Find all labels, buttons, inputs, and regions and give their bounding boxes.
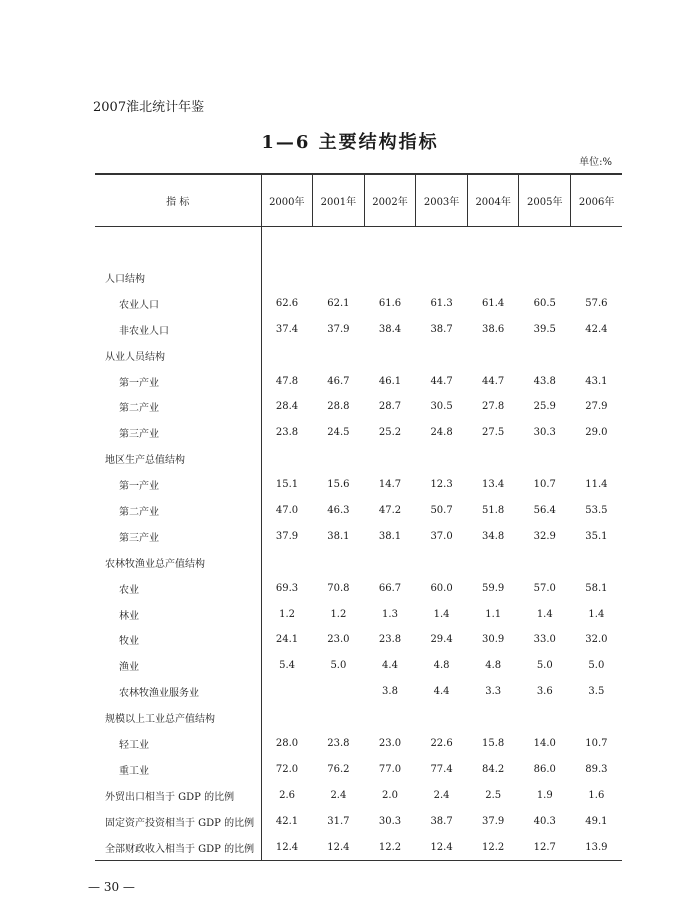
value-cell: 44.7: [482, 375, 505, 387]
value-cell: 62.6: [261, 290, 313, 316]
value-cell: 57.0: [533, 582, 556, 594]
value-cell: 4.8: [433, 660, 450, 672]
value-cell: 30.3: [533, 427, 556, 439]
row-label: 地区生产总值结构: [105, 455, 185, 467]
value-cell: 77.0: [378, 763, 402, 775]
row-label: 第三产业: [119, 532, 159, 544]
value-cell: [261, 549, 313, 575]
value-cell: 37.9: [261, 523, 313, 549]
value-cell: [571, 549, 623, 575]
value-cell: 76.2: [327, 763, 350, 775]
value-cell: [467, 265, 519, 291]
value-cell: 39.5: [533, 323, 556, 335]
value-cell: 5.4: [261, 653, 313, 679]
value-cell: 38.1: [378, 530, 402, 542]
value-cell: [313, 705, 365, 731]
value-cell: [313, 446, 365, 472]
value-cell: 15.8: [482, 737, 505, 749]
value-cell: 37.9: [482, 815, 505, 827]
value-cell: 24.8: [430, 427, 453, 439]
value-cell: 46.3: [327, 504, 350, 516]
table-row: [95, 420, 622, 446]
value-cell: 1.6: [588, 789, 605, 801]
table-header-row: [95, 174, 622, 226]
yearbook-header: 2007淮北统计年鉴: [93, 100, 205, 115]
value-cell: 2.5: [485, 789, 502, 801]
year-column-header: 2000年: [261, 174, 313, 226]
value-cell: 12.4: [327, 841, 350, 853]
value-cell: 27.9: [585, 401, 608, 413]
value-cell: 53.5: [585, 504, 608, 516]
value-cell: 56.4: [533, 504, 556, 516]
value-cell: 32.9: [533, 530, 556, 542]
value-cell: 61.3: [430, 297, 453, 309]
value-cell: 77.4: [430, 763, 453, 775]
value-cell: 29.0: [585, 427, 608, 439]
value-cell: [313, 342, 365, 368]
value-cell: 14.0: [533, 737, 556, 749]
row-label: 农业: [119, 584, 139, 596]
row-label: 农业人口: [119, 299, 159, 311]
table-body: [95, 226, 622, 860]
spacer-cell: [95, 226, 261, 265]
row-label: 人口结构: [105, 273, 145, 285]
value-cell: 61.6: [378, 297, 402, 309]
value-cell: [364, 265, 416, 291]
table-spacer-row: [95, 226, 622, 265]
value-cell: 70.8: [327, 582, 350, 594]
value-cell: 32.0: [585, 634, 608, 646]
value-cell: [313, 679, 365, 705]
value-cell: 1.3: [382, 608, 398, 620]
value-cell: 10.7: [533, 479, 556, 491]
row-label: 非农业人口: [119, 325, 169, 337]
value-cell: 23.0: [327, 634, 350, 646]
value-cell: 42.4: [585, 323, 608, 335]
table-row: [95, 368, 622, 394]
table-row: [95, 601, 622, 627]
value-cell: 11.4: [585, 479, 608, 491]
value-cell: 23.0: [378, 737, 402, 749]
value-cell: [571, 705, 623, 731]
value-cell: [519, 549, 571, 575]
value-cell: [519, 342, 571, 368]
value-cell: 69.3: [261, 575, 313, 601]
value-cell: 1.4: [433, 608, 450, 620]
value-cell: 4.8: [485, 660, 502, 672]
table-row: [95, 575, 622, 601]
table-row: [95, 472, 622, 498]
value-cell: 30.9: [482, 634, 505, 646]
row-label: 第二产业: [119, 506, 159, 518]
value-cell: 12.4: [261, 834, 313, 860]
value-cell: 3.5: [588, 686, 605, 698]
value-cell: [519, 705, 571, 731]
value-cell: [313, 265, 365, 291]
table-row: [95, 290, 622, 316]
value-cell: 89.3: [585, 763, 608, 775]
value-cell: 1.2: [261, 601, 313, 627]
value-cell: 38.7: [430, 815, 453, 827]
year-column-header: 2003年: [416, 174, 468, 226]
value-cell: 12.4: [430, 841, 453, 853]
value-cell: 37.0: [430, 530, 453, 542]
value-cell: 60.0: [430, 582, 453, 594]
row-label: 牧业: [119, 636, 139, 648]
table-row: [95, 834, 622, 860]
value-cell: [416, 549, 468, 575]
value-cell: 57.6: [585, 297, 608, 309]
value-cell: 84.2: [482, 763, 505, 775]
value-cell: 12.2: [482, 841, 505, 853]
value-cell: 47.8: [261, 368, 313, 394]
year-column-header: 2002年: [364, 174, 416, 226]
row-label: 渔业: [119, 662, 139, 674]
table-row: [95, 523, 622, 549]
value-cell: [364, 342, 416, 368]
row-label: 轻工业: [119, 739, 149, 751]
row-label: 重工业: [119, 765, 149, 777]
value-cell: [313, 549, 365, 575]
value-cell: 86.0: [533, 763, 556, 775]
value-cell: [416, 265, 468, 291]
table-row: [95, 679, 622, 705]
table-row: [95, 653, 622, 679]
unit-label: 单位:%: [579, 157, 612, 168]
value-cell: 2.4: [330, 789, 347, 801]
value-cell: [261, 679, 313, 705]
value-cell: 1.4: [536, 608, 553, 620]
value-cell: 4.4: [433, 686, 450, 698]
table-row: [95, 756, 622, 782]
value-cell: 25.2: [378, 427, 402, 439]
row-label: 农林牧渔业总产值结构: [105, 558, 205, 570]
table-row: [95, 627, 622, 653]
value-cell: 24.5: [327, 427, 350, 439]
value-cell: 28.8: [327, 401, 350, 413]
value-cell: 46.7: [327, 375, 350, 387]
value-cell: 3.3: [485, 686, 502, 698]
value-cell: 31.7: [327, 815, 350, 827]
value-cell: [261, 446, 313, 472]
table-row: [95, 808, 622, 834]
value-cell: [519, 446, 571, 472]
row-label: 从业人员结构: [105, 351, 165, 363]
value-cell: 22.6: [430, 737, 453, 749]
indicator-table: [95, 173, 622, 861]
value-cell: 62.1: [327, 297, 350, 309]
value-cell: 2.6: [261, 782, 313, 808]
value-cell: 34.8: [482, 530, 505, 542]
value-cell: 15.1: [261, 472, 313, 498]
value-cell: 5.0: [330, 660, 347, 672]
value-cell: 40.3: [533, 815, 556, 827]
table-row: [95, 446, 622, 472]
value-cell: 29.4: [430, 634, 453, 646]
value-cell: [364, 446, 416, 472]
value-cell: [364, 549, 416, 575]
value-cell: 28.0: [261, 731, 313, 757]
value-cell: 13.9: [585, 841, 608, 853]
year-column-header: 2004年: [467, 174, 519, 226]
value-cell: [467, 446, 519, 472]
value-cell: 15.6: [327, 479, 350, 491]
table-row: [95, 316, 622, 342]
value-cell: [571, 265, 623, 291]
value-cell: 50.7: [430, 504, 453, 516]
value-cell: 14.7: [378, 479, 402, 491]
value-cell: 37.4: [261, 316, 313, 342]
value-cell: 5.0: [588, 660, 605, 672]
value-cell: 12.2: [378, 841, 402, 853]
value-cell: 38.1: [327, 530, 350, 542]
value-cell: 37.9: [327, 323, 350, 335]
value-cell: 44.7: [430, 375, 453, 387]
value-cell: [261, 265, 313, 291]
row-label: 林业: [119, 610, 139, 622]
value-cell: 30.5: [430, 401, 453, 413]
table-row: [95, 394, 622, 420]
table-row: [95, 265, 622, 291]
value-cell: 43.8: [533, 375, 556, 387]
value-cell: 1.4: [588, 608, 605, 620]
value-cell: [467, 342, 519, 368]
value-cell: [364, 705, 416, 731]
value-cell: [416, 342, 468, 368]
value-cell: [416, 446, 468, 472]
value-cell: 33.0: [533, 634, 556, 646]
value-cell: 66.7: [378, 582, 402, 594]
value-cell: [261, 705, 313, 731]
table-row: [95, 549, 622, 575]
value-cell: 47.2: [378, 504, 402, 516]
page-title: 1—6 主要结构指标: [261, 132, 439, 153]
value-cell: [261, 342, 313, 368]
page-number: — 30 —: [88, 880, 135, 894]
value-cell: 10.7: [585, 737, 608, 749]
value-cell: 2.4: [433, 789, 450, 801]
row-label: 外贸出口相当于 GDP 的比例: [105, 791, 235, 803]
table-row: [95, 705, 622, 731]
value-cell: 46.1: [378, 375, 402, 387]
row-label: 第一产业: [119, 481, 159, 493]
value-cell: 1.9: [536, 789, 553, 801]
value-cell: 27.5: [482, 427, 505, 439]
year-column-header: 2005年: [519, 174, 571, 226]
value-cell: 38.7: [430, 323, 453, 335]
value-cell: 13.4: [482, 479, 505, 491]
row-label: 固定资产投资相当于 GDP 的比例: [105, 817, 255, 829]
row-label: 第三产业: [119, 429, 159, 441]
value-cell: 1.2: [330, 608, 347, 620]
row-label: 规模以上工业总产值结构: [105, 714, 215, 726]
value-cell: [571, 342, 623, 368]
value-cell: 2.0: [382, 789, 398, 801]
indicator-column-header: 指 标: [95, 174, 261, 226]
value-cell: [519, 265, 571, 291]
value-cell: 23.8: [327, 737, 350, 749]
table-row: [95, 342, 622, 368]
value-cell: 4.4: [382, 660, 398, 672]
table-row: [95, 782, 622, 808]
value-cell: 38.4: [378, 323, 402, 335]
value-cell: 25.9: [533, 401, 556, 413]
value-cell: 35.1: [585, 530, 608, 542]
value-cell: 42.1: [261, 808, 313, 834]
value-cell: 30.3: [378, 815, 402, 827]
value-cell: 43.1: [585, 375, 608, 387]
table-row: [95, 731, 622, 757]
spacer-cell: [261, 226, 622, 265]
value-cell: 28.4: [261, 394, 313, 420]
year-column-header: 2006年: [571, 174, 623, 226]
value-cell: 51.8: [482, 504, 505, 516]
value-cell: [571, 446, 623, 472]
value-cell: 60.5: [533, 297, 556, 309]
row-label: 第二产业: [119, 403, 159, 415]
value-cell: 3.8: [382, 686, 398, 698]
value-cell: 23.8: [378, 634, 402, 646]
value-cell: [467, 549, 519, 575]
value-cell: 12.7: [533, 841, 556, 853]
row-label: 全部财政收入相当于 GDP 的比例: [105, 843, 255, 855]
value-cell: 47.0: [261, 498, 313, 524]
table-row: [95, 498, 622, 524]
value-cell: 49.1: [585, 815, 608, 827]
value-cell: 28.7: [378, 401, 402, 413]
value-cell: [467, 705, 519, 731]
value-cell: 24.1: [261, 627, 313, 653]
row-label: 第一产业: [119, 377, 159, 389]
year-column-header: 2001年: [313, 174, 365, 226]
value-cell: 12.3: [430, 479, 453, 491]
row-label: 农林牧渔业服务业: [119, 688, 199, 700]
value-cell: 59.9: [482, 582, 505, 594]
value-cell: 5.0: [536, 660, 553, 672]
value-cell: 61.4: [482, 297, 505, 309]
value-cell: 23.8: [261, 420, 313, 446]
value-cell: 1.1: [485, 608, 502, 620]
value-cell: 27.8: [482, 401, 505, 413]
value-cell: 58.1: [585, 582, 608, 594]
value-cell: 38.6: [482, 323, 505, 335]
value-cell: 3.6: [536, 686, 553, 698]
value-cell: [416, 705, 468, 731]
value-cell: 72.0: [261, 756, 313, 782]
